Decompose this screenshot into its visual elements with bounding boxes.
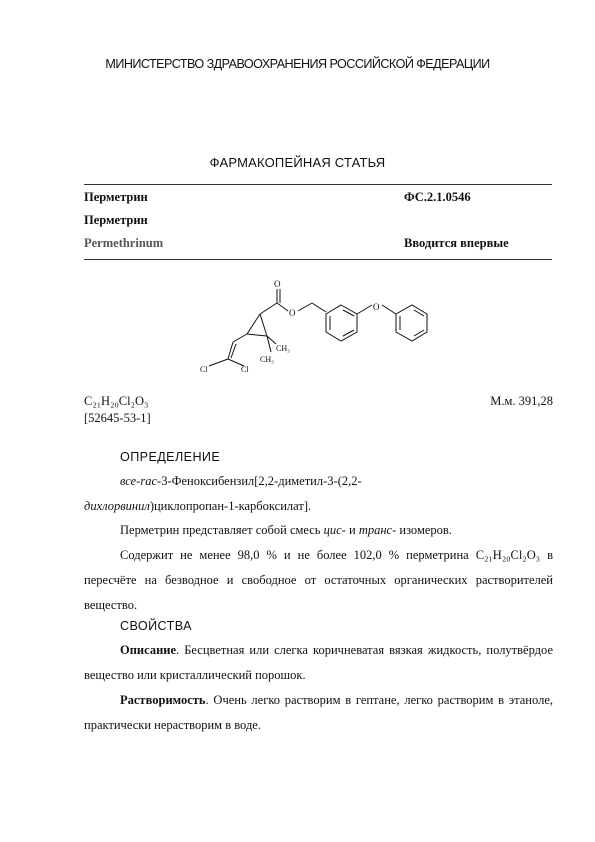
cas-number: [52645-53-1] <box>84 411 151 425</box>
content-text-pre: Содержит не менее 98,0 % и не более 102,0 % перметрина <box>120 548 476 562</box>
mixture-text-mid: - и <box>341 523 359 537</box>
solubility-text: . Очень легко растворим в гептане, легко растворим в этаноле, практически нерастворим в воде. <box>84 693 553 732</box>
divider-bottom <box>84 259 552 260</box>
description-text: . Бесцветная или слегка коричневатая вязкая жидкость, полутвёрдое вещество или кристаллический порошок. <box>84 643 553 682</box>
chemical-name-vinyl: дихлорвинил <box>84 499 150 513</box>
atom-cl-2: Cl <box>241 365 249 374</box>
solubility-paragraph <box>84 688 553 738</box>
atom-cl-1: Cl <box>200 365 208 374</box>
chemical-name-line2: )циклопропан-1-карбоксилат]. <box>149 499 312 513</box>
molecular-mass: М.м. 391,28 <box>490 394 553 408</box>
atom-ch3-1: CH₃ <box>276 344 290 353</box>
atom-o-ether: O <box>373 302 380 312</box>
mixture-trans: транс <box>358 523 393 537</box>
name-ru: Перметрин <box>84 190 148 204</box>
divider-top <box>84 184 552 185</box>
status-text: Вводится впервые <box>404 236 509 250</box>
content-paragraph <box>84 543 553 618</box>
solubility-label: Растворимость <box>120 693 206 707</box>
content-text-post: в пересчёте на безводное и свободное от остаточных органических растворителей вещество. <box>84 548 553 612</box>
chemical-name-line1: -3-Феноксибензил[2,2-диметил-3-(2,2- <box>157 474 362 488</box>
chemical-name-prefix: все-rac <box>120 474 158 488</box>
isomer-mixture-paragraph <box>84 518 553 543</box>
chemical-name <box>84 469 553 519</box>
structural-formula <box>180 272 450 382</box>
atom-o-carbonyl: O <box>274 279 281 289</box>
section-heading-definition: ОПРЕДЕЛЕНИЕ <box>120 450 221 464</box>
article-type-title: ФАРМАКОПЕЙНАЯ СТАТЬЯ <box>209 155 386 170</box>
molecular-formula: C₂₁H₂₀Cl₂O₃ <box>84 394 149 408</box>
mixture-text-pre: Перметрин представляет собой смесь <box>120 523 324 537</box>
atom-o-ester: O <box>289 308 296 318</box>
name-ru-second: Перметрин <box>84 213 148 227</box>
mixture-text-post: - изомеров. <box>392 523 452 537</box>
article-code: ФС.2.1.0546 <box>404 190 471 204</box>
section-heading-properties: СВОЙСТВА <box>120 619 192 633</box>
description-label: Описание <box>120 643 177 657</box>
ministry-header: МИНИСТЕРСТВО ЗДРАВООХРАНЕНИЯ РОССИЙСКОЙ ФЕДЕРАЦИИ <box>105 57 490 71</box>
content-formula: C₂₁H₂₀Cl₂O₃ <box>475 548 541 562</box>
mixture-cis: цис <box>323 523 342 537</box>
description-paragraph <box>84 638 553 688</box>
name-latin: Permethrinum <box>84 236 164 250</box>
atom-ch3-2: CH₃ <box>260 355 274 364</box>
